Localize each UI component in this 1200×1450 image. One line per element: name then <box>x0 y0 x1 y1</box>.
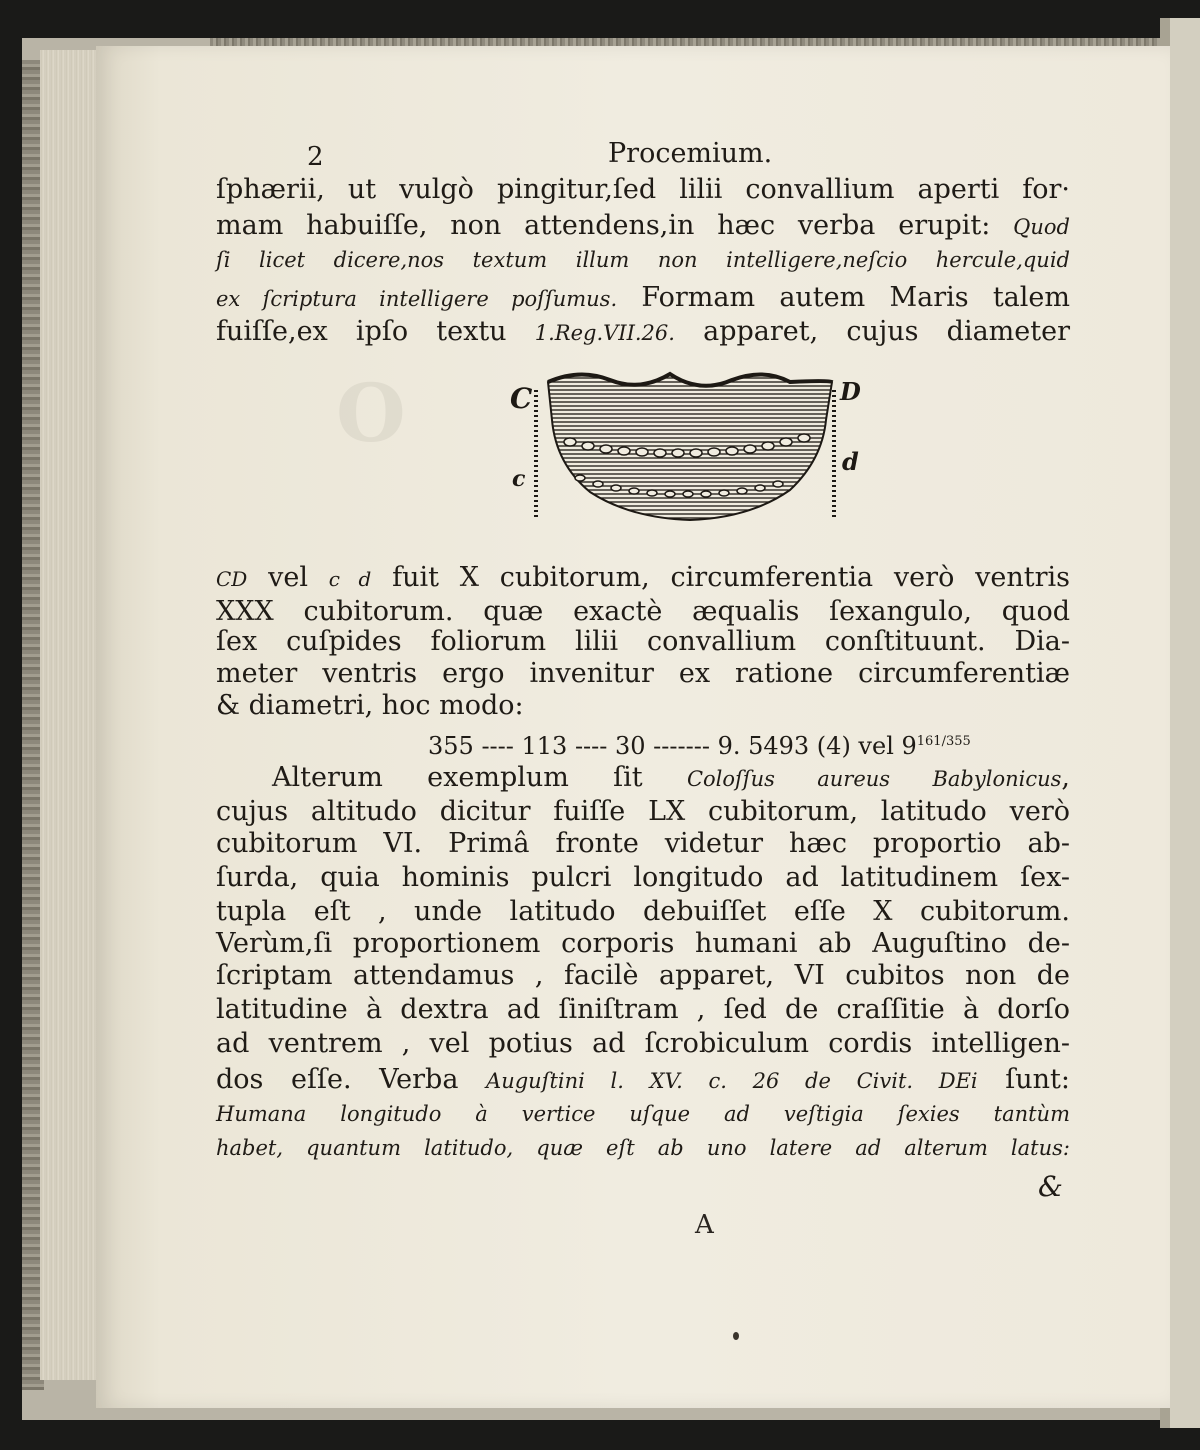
text-line: fuiſſe,ex ipſo textu 1.Reg.VII.26. apparet, cujus diameter <box>216 316 1070 347</box>
signature-mark: A <box>695 1210 714 1240</box>
proportion-text: 355 ---- 113 ---- 30 ------- 9. 5493 (4) vel $9^{161/355}$ <box>428 732 971 760</box>
text-line: Humana longitudo à vertice uſque ad veſtigia ſexies tantùm <box>216 1102 1070 1126</box>
ink-dot <box>733 1332 739 1340</box>
label-d: d <box>842 447 859 476</box>
text-line: XXX cubitorum. quæ exactè æqualis ſexangulo, quod <box>216 596 1070 627</box>
running-head: Procemium. <box>608 138 773 169</box>
label-D: D <box>840 377 861 406</box>
text-line: & diametri, hoc modo: <box>216 690 524 721</box>
catchword: & <box>1038 1170 1063 1203</box>
text-line: ſcriptam attendamus , facilè apparet, VI cubitos non de <box>216 960 1070 991</box>
vessel-illustration <box>500 360 880 540</box>
proportion-fraction: 161/355 <box>916 734 971 749</box>
text-line: habet, quantum latitudo, quæ eſt ab uno latere ad alterum latus: <box>216 1136 1070 1160</box>
text-line: CD vel c d fuit X cubitorum, circumferentia verò ventris <box>216 562 1070 593</box>
text-line: tupla eſt , unde latitudo debuiſſet eſſe X cubitorum. <box>216 896 1070 927</box>
page-edges <box>40 50 100 1380</box>
text-line: cubitorum VI. Primâ fronte videtur hæc proportio ab- <box>216 828 1070 859</box>
text-line: Verùm,ſi proportionem corporis humani ab Auguſtino de- <box>216 928 1070 959</box>
vessel-engraving <box>500 360 880 540</box>
label-c: c <box>512 466 526 492</box>
text-line: cujus altitudo dicitur fuiſſe LX cubitorum, latitudo verò <box>216 796 1070 827</box>
text-line: meter ventris ergo invenitur ex ratione circumferentiæ <box>216 658 1070 689</box>
text-line: latitudine à dextra ad ſiniſtram , ſed de craſſitie à dorſo <box>216 994 1070 1025</box>
text-line: dos eſſe. Verba Auguſtini l. XV. c. 26 de Civit. DEi ſunt: <box>216 1064 1070 1095</box>
label-C: C <box>510 382 533 415</box>
text-line: ex ſcriptura intelligere poſſumus. Formam autem Maris talem <box>216 282 1070 313</box>
text-line: ſex cuſpides foliorum lilii convallium conſtituunt. Dia- <box>216 626 1070 657</box>
page-number: 2 <box>307 142 324 172</box>
text-line: ſphærii, ut vulgò pingitur,ſed lilii convallium aperti for· <box>216 174 1070 205</box>
text-line: Alterum exemplum ſit Coloſſus aureus Babylonicus, <box>272 762 1070 793</box>
text-line: ſurda, quia hominis pulcri longitudo ad latitudinem ſex- <box>216 862 1070 893</box>
text-line: ſi licet dicere,nos textum illum non intelligere,neſcio hercule,quid <box>216 248 1070 272</box>
text-line: mam habuiſſe, non attendens,in hæc verba erupit: Quod <box>216 210 1070 241</box>
text-line: ad ventrem , vel potius ad ſcrobiculum cordis intelligen- <box>216 1028 1070 1059</box>
show-through: O <box>336 366 406 460</box>
